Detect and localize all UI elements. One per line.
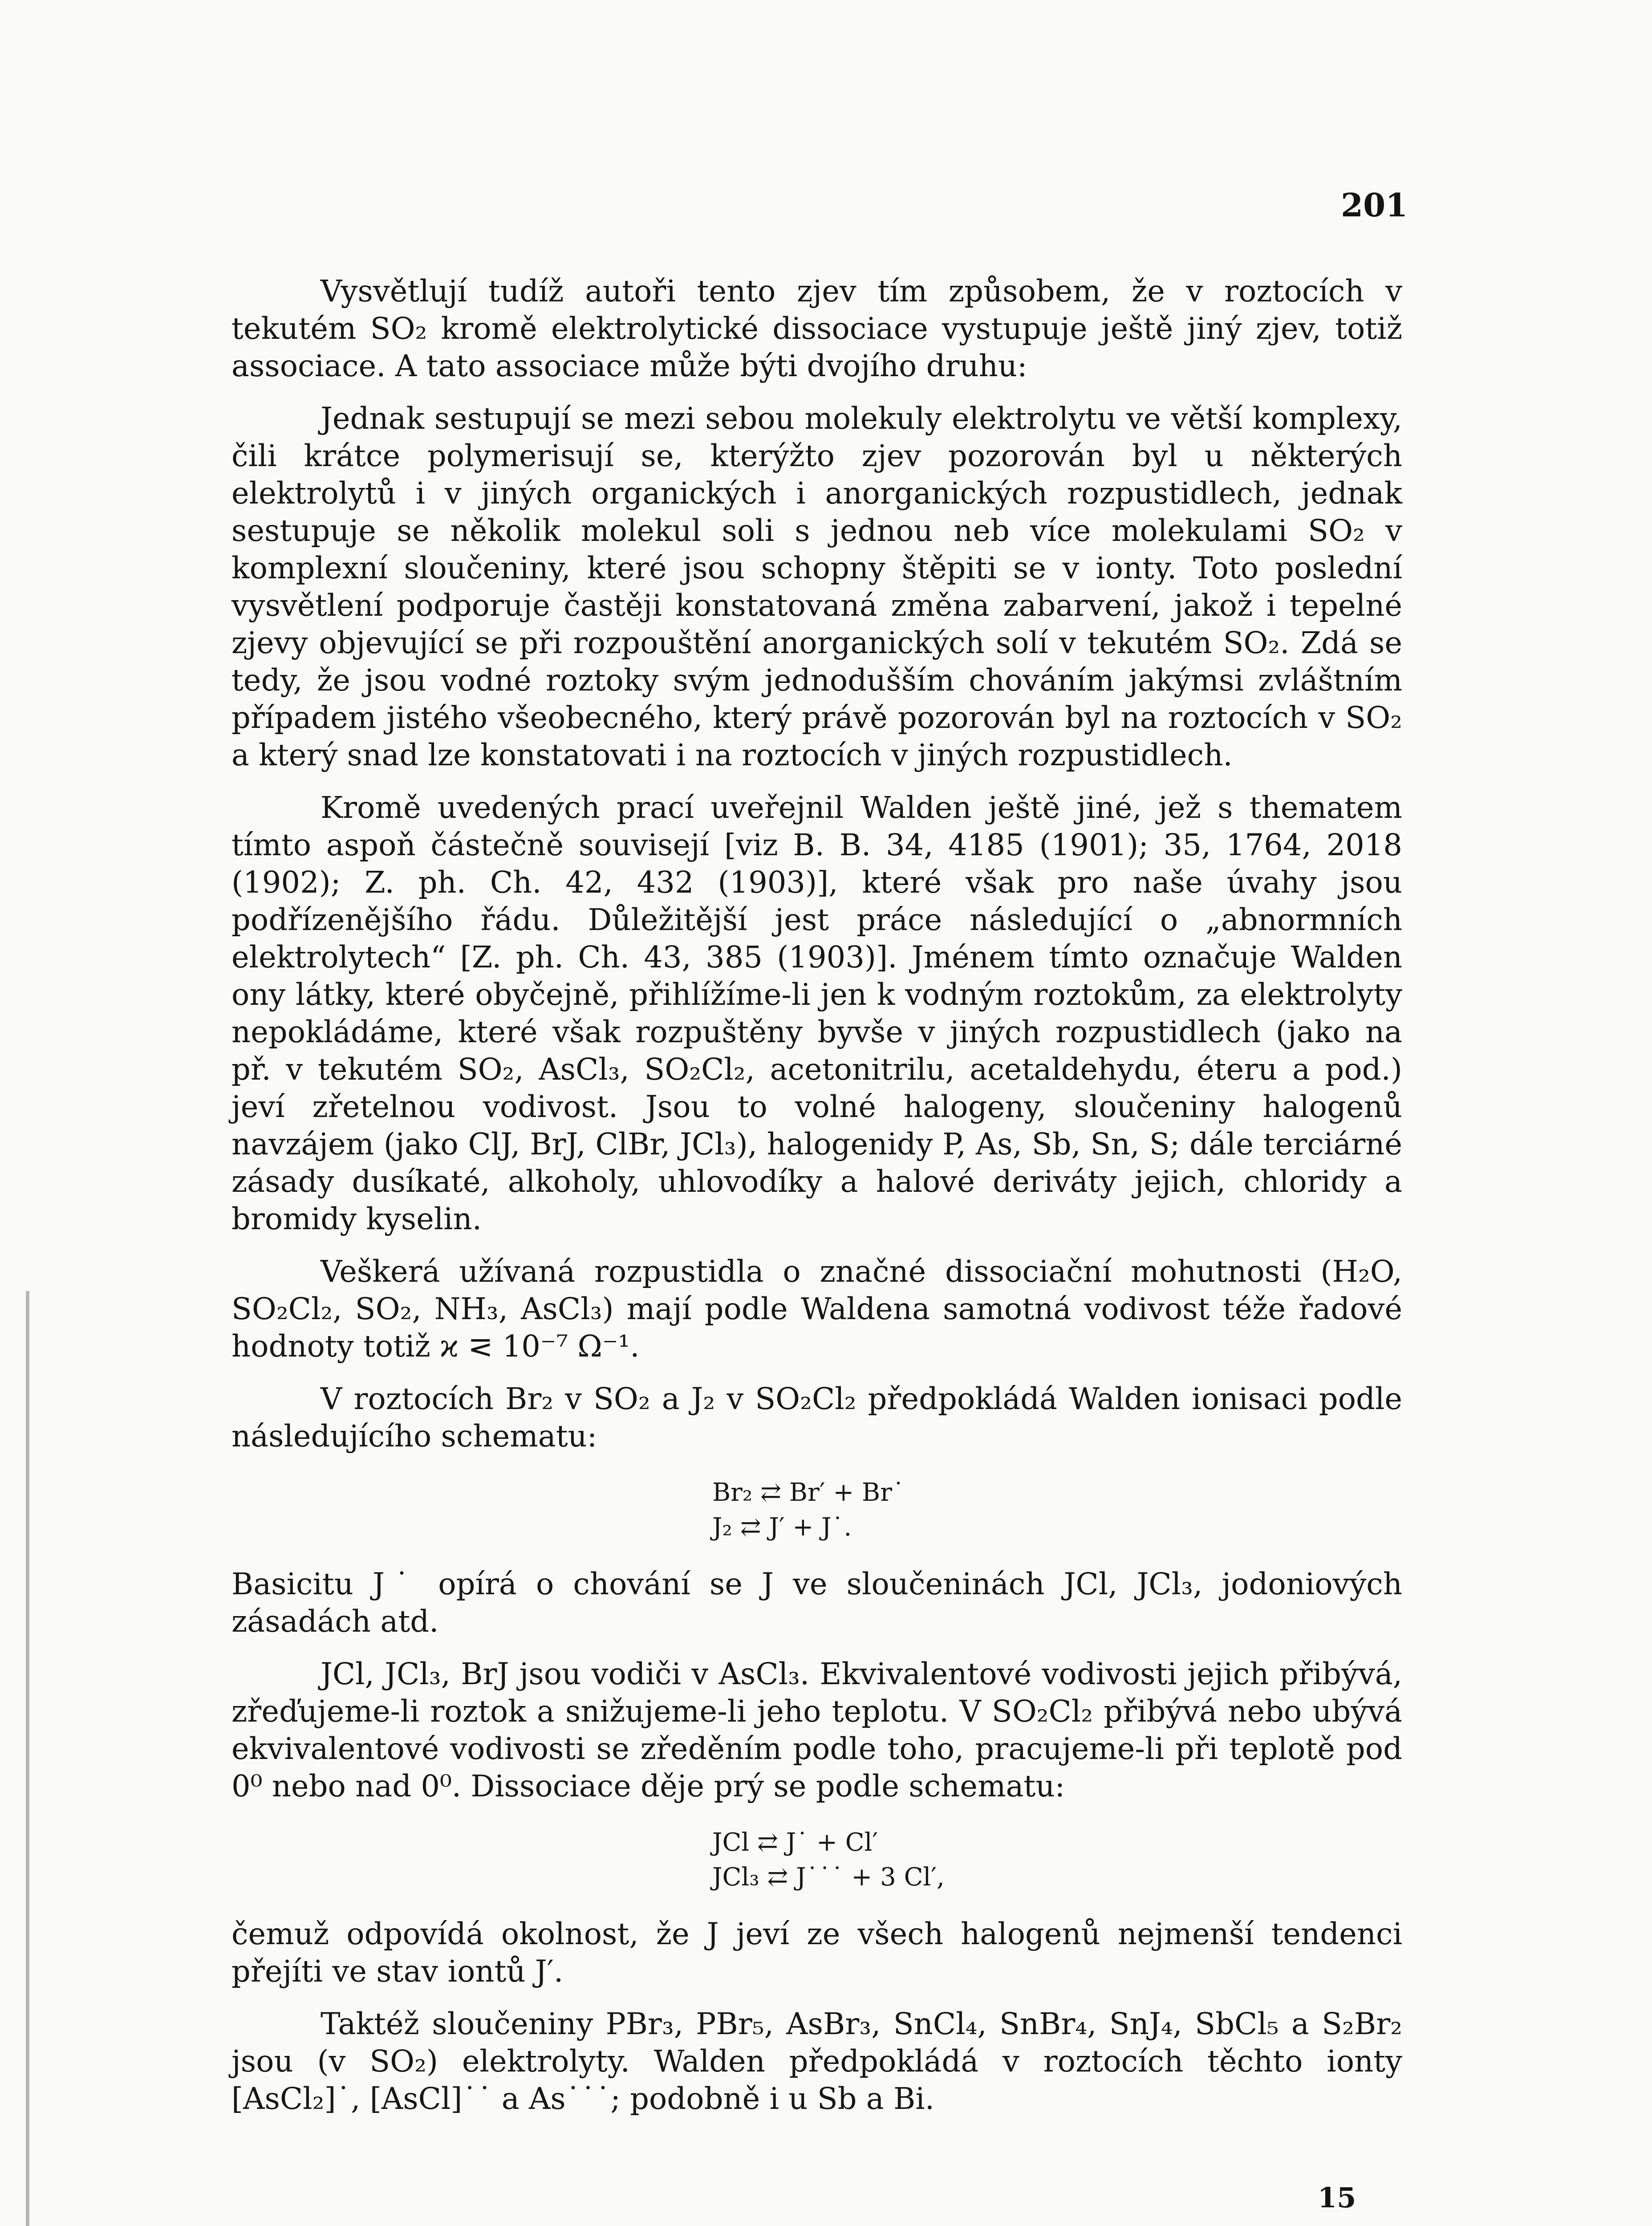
signature-mark: 15 (1318, 2181, 1356, 2214)
equation: JCl ⇄ J˙ + Cl′ (712, 1828, 878, 1857)
paragraph: Vysvětlují tudíž autoři tento zjev tím způsobem, že v roztocích v tekutém SO₂ kromě elektrolytické dissociace vystupuje ještě jiný zjev, totiž associace. A tato associace může býti dvojího druhu: (231, 274, 1402, 383)
paragraph: Jednak sestupují se mezi sebou molekuly elektrolytu ve větší komplexy, čili krátce polymerisují se, kterýžto zjev pozorován byl u některých elektrolytů i v jiných organických i anorganických rozpustidlech, jednak sestupuje se několik molekul soli s jednou neb více molekulami SO₂ v komplexní sloučeniny, které jsou schopny štěpiti se v ionty. Toto poslední vysvětlení podporuje častěji konstatovaná změna zabarvení, jakož i tepelné zjevy objevující se při rozpouštění anorganických solí v tekutém SO₂. Zdá se tedy, že jsou vodné roztoky svým jednodušším chováním jakýmsi zvláštním případem jistého všeobecného, který právě pozorován byl na roztocích v SO₂ a který snad lze konstatovati i na roztocích v jiných rozpustidlech. (231, 401, 1402, 772)
equation: J₂ ⇄ J′ + J˙. (712, 1513, 852, 1542)
equation-block (712, 1825, 1402, 1895)
paragraph: čemuž odpovídá okolnost, že J jeví ze všech halogenů nejmenší tendenci přejíti ve stav iontů J′. (231, 1917, 1402, 1989)
body-text (231, 272, 1402, 2133)
paragraph: V roztocích Br₂ v SO₂ a J₂ v SO₂Cl₂ předpokládá Walden ionisaci podle následujícího schematu: (231, 1381, 1402, 1454)
page-edge-shadow (26, 1291, 29, 2226)
paragraph: Taktéž sloučeniny PBr₃, PBr₅, AsBr₃, SnCl₄, SnBr₄, SnJ₄, SbCl₅ a S₂Br₂ jsou (v SO₂) elektrolyty. Walden předpokládá v roztocích těchto ionty [AsCl₂]˙, [AsCl]˙˙ a As˙˙˙; podobně i u Sb a Bi. (231, 2007, 1402, 2116)
equation: Br₂ ⇄ Br′ + Br˙ (712, 1478, 905, 1507)
equation-block (712, 1475, 1402, 1545)
page-number: 201 (1341, 186, 1408, 224)
equation: JCl₃ ⇄ J˙˙˙ + 3 Cl′, (712, 1863, 945, 1892)
paragraph: Basicitu J˙ opírá o chování se J ve sloučeninách JCl, JCl₃, jodoniových zásadách atd. (231, 1567, 1402, 1639)
paragraph: JCl, JCl₃, BrJ jsou vodiči v AsCl₃. Ekvivalentové vodivosti jejich přibývá, zřeďujeme-li roztok a snižujeme-li jeho teplotu. V SO₂Cl₂ přibývá nebo ubývá ekvivalentové vodivosti se zředěním podle toho, pracujeme-li při teplotě pod 0⁰ nebo nad 0⁰. Dissociace děje prý se podle schematu: (231, 1657, 1402, 1804)
paragraph: Kromě uvedených prací uveřejnil Walden ještě jiné, jež s thematem tímto aspoň částečně souvisejí [viz B. B. 34, 4185 (1901); 35, 1764, 2018 (1902); Z. ph. Ch. 42, 432 (1903)], které však pro naše úvahy jsou podřízenějšího řádu. Důležitější jest práce následující o „abnormních elektrolytech“ [Z. ph. Ch. 43, 385 (1903)]. Jménem tímto označuje Walden ony látky, které obyčejně, přihlížíme-li jen k vodným roztokům, za elektrolyty nepokládáme, které však rozpuštěny byvše v jiných rozpustidlech (jako na př. v tekutém SO₂, AsCl₃, SO₂Cl₂, acetonitrilu, acetaldehydu, éteru a pod.) jeví zřetelnou vodivost. Jsou to volné halogeny, sloučeniny halogenů navzájem (jako ClJ, BrJ, ClBr, JCl₃), halogenidy P, As, Sb, Sn, S; dále terciárné zásady dusíkaté, alkoholy, uhlovodíky a halové deriváty jejich, chloridy a bromidy kyselin. (231, 790, 1402, 1236)
paragraph: Veškerá užívaná rozpustidla o značné dissociační mohutnosti (H₂O, SO₂Cl₂, SO₂, NH₃, AsCl₃) mají podle Waldena samotná vodivost téže řadové hodnoty totiž ϰ ⋜ 10⁻⁷ Ω⁻¹. (231, 1254, 1402, 1364)
